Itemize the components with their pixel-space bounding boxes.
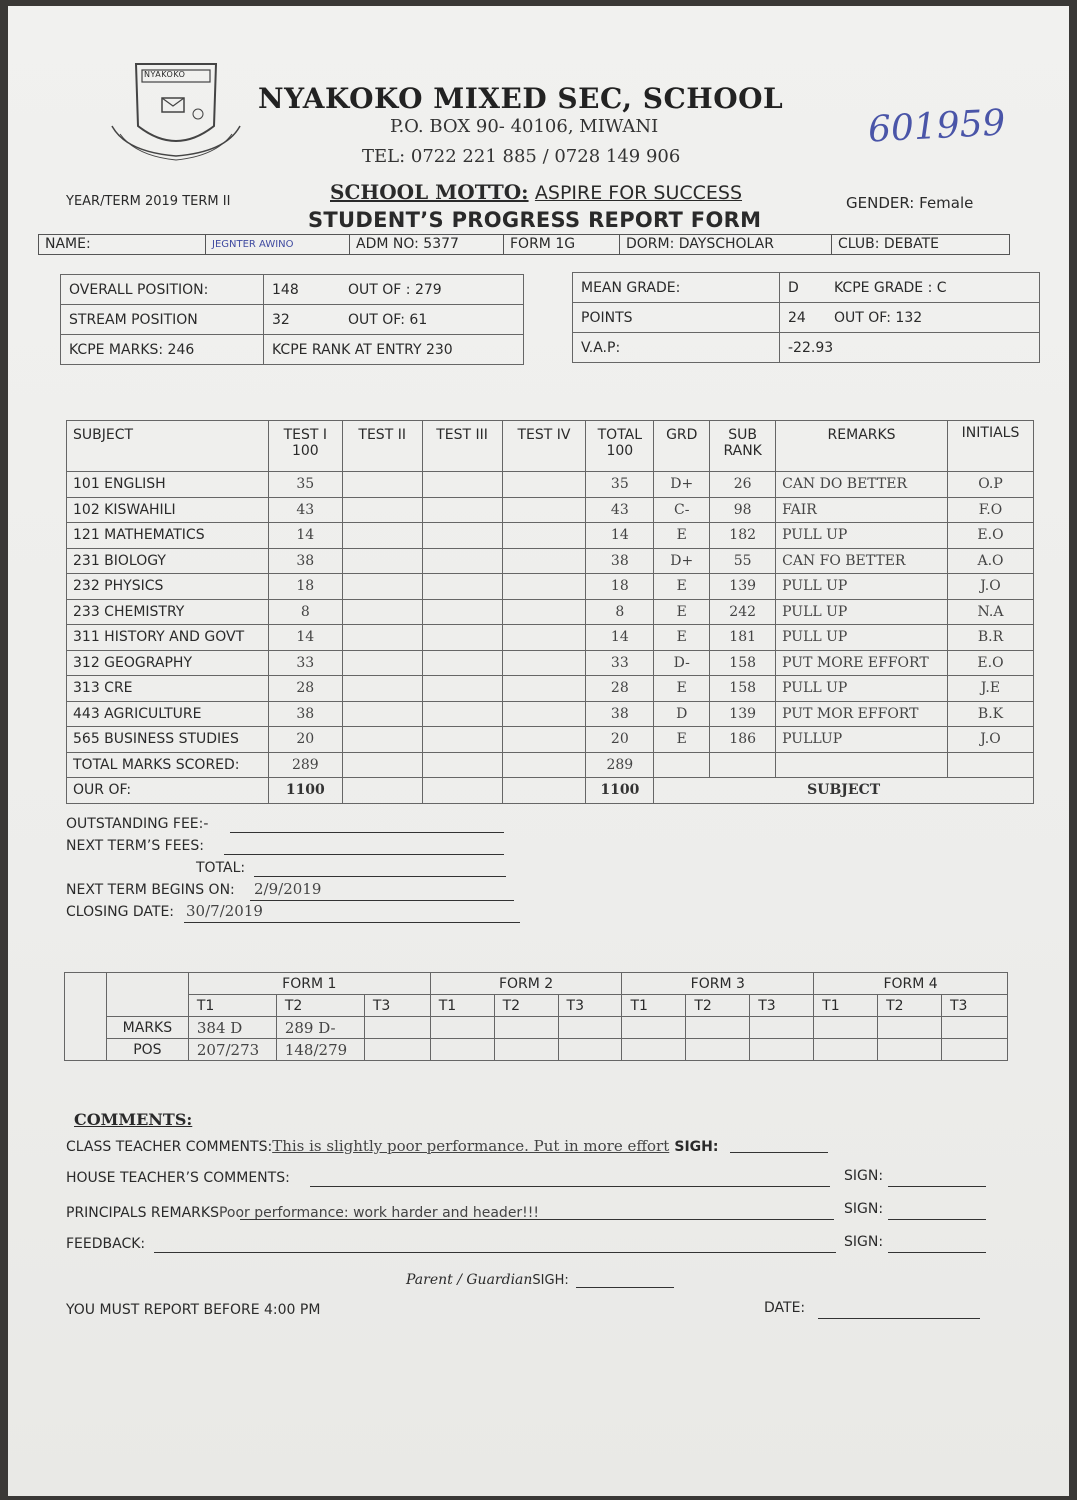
table-row	[67, 574, 1034, 600]
col-test1-max: 100	[291, 443, 319, 459]
table-row	[67, 472, 1034, 498]
parent-sign-label: SIGH:	[532, 1273, 569, 1288]
subject-cell: 101 ENGLISH	[67, 472, 269, 498]
progress-pos-cell	[941, 1039, 1007, 1061]
principal-sign-line	[888, 1219, 986, 1220]
grade-cell: D	[654, 701, 710, 727]
stream-position-label: STREAM POSITION	[61, 305, 264, 335]
test4-cell	[502, 497, 586, 523]
next-term-begins-label: NEXT TERM BEGINS ON:	[66, 882, 235, 898]
remarks-cell: PULL UP	[776, 574, 948, 600]
subject-cell: 233 CHEMISTRY	[67, 599, 269, 625]
parent-sign-line	[576, 1287, 674, 1288]
empty-cell	[776, 752, 948, 778]
test2-cell	[342, 523, 422, 549]
col-rank-sub: RANK	[723, 443, 762, 459]
rank-cell: 139	[710, 701, 776, 727]
total-cell: 14	[586, 625, 654, 651]
term-header-2-3: T3	[558, 995, 622, 1017]
rank-cell: 158	[710, 676, 776, 702]
table-row	[67, 676, 1034, 702]
overall-position-value: 148	[264, 275, 341, 305]
crest-text: NYAKOKO	[144, 70, 186, 79]
test2-cell	[342, 497, 422, 523]
total-cell: 14	[586, 523, 654, 549]
remarks-cell: PULL UP	[776, 625, 948, 651]
grade-cell: E	[654, 727, 710, 753]
parent-guardian-sign	[406, 1272, 569, 1288]
total-marks-label: TOTAL MARKS SCORED:	[67, 752, 269, 778]
empty-cell	[948, 752, 1034, 778]
test1-cell: 33	[268, 650, 342, 676]
col-test2: TEST II	[342, 421, 422, 472]
next-term-fees-line	[224, 854, 504, 855]
initials-cell: A.O	[948, 548, 1034, 574]
test4-cell	[502, 574, 586, 600]
total-cell: 43	[586, 497, 654, 523]
grade-cell: E	[654, 625, 710, 651]
table-row	[573, 303, 1040, 333]
total-cell: 18	[586, 574, 654, 600]
date-line	[818, 1318, 980, 1319]
progress-marks-cell: 384 D	[188, 1017, 276, 1039]
rank-cell: 98	[710, 497, 776, 523]
test3-cell	[422, 727, 502, 753]
grade-cell: E	[654, 523, 710, 549]
subject-cell: 565 BUSINESS STUDIES	[67, 727, 269, 753]
progress-pos-cell	[430, 1039, 494, 1061]
test1-cell: 18	[268, 574, 342, 600]
overall-position-label: OVERALL POSITION:	[61, 275, 264, 305]
house-sign-label: SIGN:	[844, 1168, 884, 1184]
feedback-sign-label: SIGN:	[844, 1234, 884, 1250]
test1-cell: 14	[268, 625, 342, 651]
total-cell: 33	[586, 650, 654, 676]
out-of-label: OUR OF:	[67, 778, 269, 804]
test3-cell	[422, 650, 502, 676]
forms-header-row	[65, 973, 1008, 995]
vap-label: V.A.P:	[573, 333, 780, 363]
initials-cell: E.O	[948, 523, 1034, 549]
points-out-of: OUT OF: 132	[826, 303, 1040, 333]
test2-cell	[342, 548, 422, 574]
test2-cell	[342, 676, 422, 702]
next-term-begins-line	[250, 900, 514, 901]
out-of-test1: 1100	[268, 778, 342, 804]
empty-cell	[502, 778, 586, 804]
marks-table	[66, 420, 1034, 804]
kcpe-rank: KCPE RANK AT ENTRY 230	[264, 335, 524, 365]
progress-marks-cell	[686, 1017, 750, 1039]
progress-history-table	[64, 972, 1008, 1061]
test3-cell	[422, 548, 502, 574]
col-test1-label: TEST I	[283, 427, 328, 443]
class-teacher-value: This is slightly poor performance. Put in more effort	[272, 1137, 670, 1155]
subject-footer: SUBJECT	[654, 778, 1034, 804]
subject-cell: 231 BIOLOGY	[67, 548, 269, 574]
test4-cell	[502, 727, 586, 753]
initials-cell: J.O	[948, 727, 1034, 753]
progress-pos-cell	[686, 1039, 750, 1061]
form1-header: FORM 1	[188, 973, 430, 995]
test1-cell: 43	[268, 497, 342, 523]
test4-cell	[502, 548, 586, 574]
progress-pos-cell	[750, 1039, 814, 1061]
rank-cell: 186	[710, 727, 776, 753]
term-header-3-3: T3	[750, 995, 814, 1017]
term-header-1-1: T1	[188, 995, 276, 1017]
house-sign-line	[888, 1186, 986, 1187]
total-fee-line	[254, 876, 506, 877]
overall-out-of: OUT OF : 279	[340, 275, 524, 305]
empty-cell	[710, 752, 776, 778]
principal-value: Poor performance: work harder and header!!!	[218, 1205, 540, 1221]
progress-marks-cell	[750, 1017, 814, 1039]
mean-grade-value: D	[780, 273, 827, 303]
parent-guardian-label: Parent / Guardian	[406, 1272, 533, 1288]
mean-grade-label: MEAN GRADE:	[573, 273, 780, 303]
grade-cell: D-	[654, 650, 710, 676]
test4-cell	[502, 650, 586, 676]
total-test1: 289	[268, 752, 342, 778]
progress-pos-cell	[364, 1039, 430, 1061]
adm-no: ADM NO: 5377	[349, 235, 503, 254]
remarks-cell: PULL UP	[776, 599, 948, 625]
remarks-cell: FAIR	[776, 497, 948, 523]
initials-cell: O.P	[948, 472, 1034, 498]
out-of-row	[67, 778, 1034, 804]
school-po-box: P.O. BOX 90- 40106, MIWANI	[390, 116, 659, 137]
test4-cell	[502, 472, 586, 498]
stream-out-of: OUT OF: 61	[340, 305, 524, 335]
house-teacher-label: HOUSE TEACHER’S COMMENTS:	[66, 1170, 290, 1186]
progress-marks-cell	[494, 1017, 558, 1039]
progress-pos-row	[65, 1039, 1008, 1061]
test3-cell	[422, 599, 502, 625]
progress-marks-cell	[622, 1017, 686, 1039]
col-total-label: TOTAL	[597, 427, 643, 443]
test3-cell	[422, 676, 502, 702]
test2-cell	[342, 472, 422, 498]
feedback-sign-line	[888, 1252, 986, 1253]
empty-cell	[342, 778, 422, 804]
progress-pos-cell	[878, 1039, 942, 1061]
remarks-cell: PULL UP	[776, 676, 948, 702]
progress-blank-cell	[106, 973, 188, 995]
progress-marks-cell	[430, 1017, 494, 1039]
closing-date-value: 30/7/2019	[186, 902, 263, 920]
col-test3: TEST III	[422, 421, 502, 472]
total-fee-label: TOTAL:	[196, 860, 246, 876]
position-summary-table	[60, 274, 524, 365]
term-header-2-1: T1	[430, 995, 494, 1017]
rank-cell: 181	[710, 625, 776, 651]
test4-cell	[502, 523, 586, 549]
subject-cell: 443 AGRICULTURE	[67, 701, 269, 727]
initials-cell: F.O	[948, 497, 1034, 523]
rank-cell: 182	[710, 523, 776, 549]
kcpe-marks: KCPE MARKS: 246	[61, 335, 264, 365]
total-cell: 38	[586, 701, 654, 727]
progress-pos-cell	[814, 1039, 878, 1061]
progress-blank-column	[65, 973, 107, 1061]
subject-cell: 311 HISTORY AND GOVT	[67, 625, 269, 651]
student-name: JEGNTER AWINO	[205, 235, 349, 254]
table-row	[67, 650, 1034, 676]
points-value: 24	[780, 303, 827, 333]
rank-cell: 139	[710, 574, 776, 600]
initials-cell: J.E	[948, 676, 1034, 702]
closing-date-label: CLOSING DATE:	[66, 904, 175, 920]
initials-cell: B.K	[948, 701, 1034, 727]
test3-cell	[422, 472, 502, 498]
test3-cell	[422, 523, 502, 549]
total-cell: 38	[586, 548, 654, 574]
table-row	[67, 548, 1034, 574]
test4-cell	[502, 676, 586, 702]
stream-position-value: 32	[264, 305, 341, 335]
rank-cell: 26	[710, 472, 776, 498]
table-row	[67, 625, 1034, 651]
handwritten-number: 601959	[867, 102, 1007, 151]
report-before-note: YOU MUST REPORT BEFORE 4:00 PM	[66, 1302, 321, 1318]
outstanding-fee-label: OUTSTANDING FEE:-	[66, 816, 209, 832]
next-term-begins-value: 2/9/2019	[254, 880, 322, 898]
remarks-cell: PULL UP	[776, 523, 948, 549]
progress-marks-cell: 289 D-	[276, 1017, 364, 1039]
dorm: DORM: DAYSCHOLAR	[619, 235, 831, 254]
test1-cell: 38	[268, 701, 342, 727]
remarks-cell: PUT MORE EFFORT	[776, 650, 948, 676]
empty-cell	[342, 752, 422, 778]
report-title: STUDENT’S PROGRESS REPORT FORM	[308, 208, 762, 232]
progress-pos-label: POS	[106, 1039, 188, 1061]
term-header-1-2: T2	[276, 995, 364, 1017]
col-rank	[710, 421, 776, 472]
total-cell: 28	[586, 676, 654, 702]
rank-cell: 55	[710, 548, 776, 574]
progress-pos-cell	[494, 1039, 558, 1061]
rank-cell: 242	[710, 599, 776, 625]
next-term-fees-label: NEXT TERM’S FEES:	[66, 838, 205, 854]
out-of-total: 1100	[586, 778, 654, 804]
remarks-cell: CAN FO BETTER	[776, 548, 948, 574]
test3-cell	[422, 574, 502, 600]
name-label: NAME:	[45, 236, 91, 252]
col-total	[586, 421, 654, 472]
motto-value: ASPIRE FOR SUCCESS	[534, 182, 743, 204]
report-paper	[8, 6, 1069, 1496]
school-motto	[330, 180, 742, 204]
grade-cell: E	[654, 574, 710, 600]
class-teacher-comment	[66, 1136, 718, 1155]
principal-line	[240, 1219, 834, 1220]
col-initials: INITIALS	[948, 421, 1034, 472]
progress-marks-cell	[558, 1017, 622, 1039]
progress-marks-cell	[878, 1017, 942, 1039]
grade-summary-table	[572, 272, 1040, 363]
student-info-row	[38, 234, 1010, 255]
test2-cell	[342, 701, 422, 727]
feedback-label: FEEDBACK:	[66, 1236, 146, 1252]
term-header-3-2: T2	[686, 995, 750, 1017]
grade-cell: D+	[654, 472, 710, 498]
comments-heading: COMMENTS:	[74, 1110, 193, 1129]
marks-body	[67, 472, 1034, 753]
term-header-4-1: T1	[814, 995, 878, 1017]
form2-header: FORM 2	[430, 973, 622, 995]
grade-cell: E	[654, 676, 710, 702]
test3-cell	[422, 625, 502, 651]
gender: GENDER: Female	[846, 194, 974, 212]
progress-marks-cell	[941, 1017, 1007, 1039]
table-row	[67, 701, 1034, 727]
term-header-3-1: T1	[622, 995, 686, 1017]
test1-cell: 35	[268, 472, 342, 498]
subject-cell: 121 MATHEMATICS	[67, 523, 269, 549]
form4-header: FORM 4	[814, 973, 1008, 995]
test4-cell	[502, 599, 586, 625]
subject-cell: 313 CRE	[67, 676, 269, 702]
subject-cell: 102 KISWAHILI	[67, 497, 269, 523]
progress-blank-cell	[106, 995, 188, 1017]
col-test1	[268, 421, 342, 472]
school-telephone: TEL: 0722 221 885 / 0728 149 906	[362, 146, 681, 167]
test2-cell	[342, 625, 422, 651]
test2-cell	[342, 727, 422, 753]
progress-pos-cell: 207/273	[188, 1039, 276, 1061]
grade-cell: D+	[654, 548, 710, 574]
initials-cell: B.R	[948, 625, 1034, 651]
remarks-cell: CAN DO BETTER	[776, 472, 948, 498]
term-header-1-3: T3	[364, 995, 430, 1017]
progress-marks-row	[65, 1017, 1008, 1039]
total-cell: 8	[586, 599, 654, 625]
subject-cell: 232 PHYSICS	[67, 574, 269, 600]
house-teacher-line	[310, 1186, 830, 1187]
col-test4: TEST IV	[502, 421, 586, 472]
kcpe-grade: KCPE GRADE : C	[826, 273, 1040, 303]
table-row	[573, 273, 1040, 303]
test1-cell: 28	[268, 676, 342, 702]
class-sign-line	[730, 1152, 828, 1153]
initials-cell: N.A	[948, 599, 1034, 625]
col-total-max: 100	[606, 443, 634, 459]
vap-value: -22.93	[780, 333, 1040, 363]
empty-cell	[654, 752, 710, 778]
remarks-cell: PUT MOR EFFORT	[776, 701, 948, 727]
empty-cell	[422, 778, 502, 804]
total-marks-row	[67, 752, 1034, 778]
test1-cell: 38	[268, 548, 342, 574]
col-rank-label: SUB	[728, 427, 758, 443]
test3-cell	[422, 701, 502, 727]
table-row	[61, 335, 524, 365]
table-row	[67, 599, 1034, 625]
empty-cell	[422, 752, 502, 778]
terms-header-row	[65, 995, 1008, 1017]
grade-cell: E	[654, 599, 710, 625]
table-row	[573, 333, 1040, 363]
closing-date-line	[184, 922, 520, 923]
motto-label: SCHOOL MOTTO:	[330, 180, 529, 204]
rank-cell: 158	[710, 650, 776, 676]
progress-marks-cell	[814, 1017, 878, 1039]
grade-cell: C-	[654, 497, 710, 523]
progress-marks-cell	[364, 1017, 430, 1039]
term-header-4-3: T3	[941, 995, 1007, 1017]
subject-cell: 312 GEOGRAPHY	[67, 650, 269, 676]
points-label: POINTS	[573, 303, 780, 333]
test2-cell	[342, 599, 422, 625]
remarks-cell: PULLUP	[776, 727, 948, 753]
principal-label: PRINCIPALS REMARKS	[66, 1205, 219, 1221]
progress-marks-label: MARKS	[106, 1017, 188, 1039]
col-remarks: REMARKS	[776, 421, 948, 472]
club: CLUB: DEBATE	[831, 235, 1009, 254]
progress-pos-cell	[558, 1039, 622, 1061]
initials-cell: E.O	[948, 650, 1034, 676]
table-row	[61, 305, 524, 335]
test4-cell	[502, 625, 586, 651]
table-row	[61, 275, 524, 305]
school-name: NYAKOKO MIXED SEC, SCHOOL	[258, 82, 784, 115]
total-cell: 35	[586, 472, 654, 498]
outstanding-fee-line	[230, 832, 504, 833]
class-sign-label: SIGH:	[674, 1139, 719, 1155]
form3-header: FORM 3	[622, 973, 814, 995]
col-subject: SUBJECT	[67, 421, 269, 472]
term-header-4-2: T2	[878, 995, 942, 1017]
test1-cell: 20	[268, 727, 342, 753]
table-row	[67, 727, 1034, 753]
form-class: FORM 1G	[503, 235, 619, 254]
test2-cell	[342, 650, 422, 676]
class-teacher-label: CLASS TEACHER COMMENTS:	[66, 1139, 273, 1155]
progress-pos-cell: 148/279	[276, 1039, 364, 1061]
test4-cell	[502, 701, 586, 727]
test2-cell	[342, 574, 422, 600]
date-label: DATE:	[764, 1300, 806, 1316]
test1-cell: 14	[268, 523, 342, 549]
table-row	[67, 497, 1034, 523]
total-cell: 20	[586, 727, 654, 753]
year-term: YEAR/TERM 2019 TERM II	[66, 194, 231, 209]
table-row	[67, 523, 1034, 549]
principal-sign-label: SIGN:	[844, 1201, 884, 1217]
term-header-2-2: T2	[494, 995, 558, 1017]
feedback-line	[154, 1252, 836, 1253]
total-total: 289	[586, 752, 654, 778]
test3-cell	[422, 497, 502, 523]
progress-pos-cell	[622, 1039, 686, 1061]
col-grade: GRD	[654, 421, 710, 472]
initials-cell: J.O	[948, 574, 1034, 600]
marks-header-row	[67, 421, 1034, 472]
test1-cell: 8	[268, 599, 342, 625]
empty-cell	[502, 752, 586, 778]
